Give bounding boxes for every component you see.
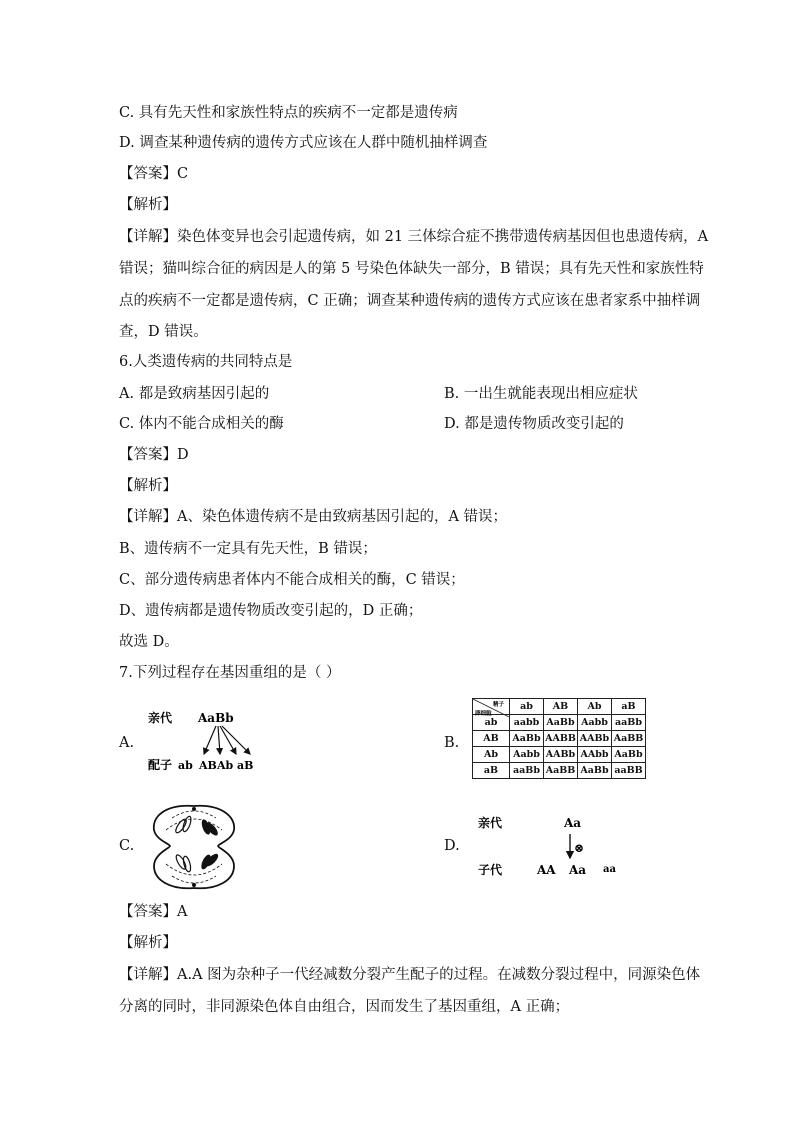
fig-a-gamete: AB: [199, 759, 217, 772]
punnett-col-header: ab: [510, 699, 544, 715]
punnett-cell: Aabb: [510, 747, 544, 763]
punnett-col-header: AB: [544, 699, 578, 715]
punnett-cell: AaBB: [544, 763, 578, 779]
q5-detail-line: 点的疾病不一定都是遗传病，C 正确；调查某种遗传病的遗传方式应该在患者家系中抽样调: [119, 293, 701, 309]
punnett-col-header: aB: [612, 699, 646, 715]
punnett-cell: AaBb: [510, 731, 544, 747]
punnett-cell: AaBB: [612, 731, 646, 747]
punnett-cell: AaBb: [544, 715, 578, 731]
punnett-row: [473, 731, 646, 747]
punnett-cell: aaBb: [510, 763, 544, 779]
q5-option-c: C. 具有先天性和家族性特点的疾病不一定都是遗传病: [119, 105, 458, 121]
fig-d-offspring: Aa: [569, 863, 587, 877]
arrow-icon: [204, 726, 216, 754]
q6-detail-line: 故选 D。: [119, 634, 179, 650]
diagonal-divider: [473, 699, 509, 717]
fig-d-offspring: aa: [603, 864, 616, 875]
punnett-cell: aaBb: [612, 715, 646, 731]
q5-detail-line: 【详解】染色体变异也会引起遗传病，如 21 三体综合症不携带遗传病基因但也患遗传病，A: [119, 229, 709, 245]
q7-option-d-label: D.: [444, 838, 460, 854]
fig-d-parent-label: 亲代: [478, 816, 503, 830]
q7-detail-line: 分离的同时，非同源染色体自由组合，因而发生了基因重组，A 正确；: [119, 999, 570, 1015]
punnett-cell: AABb: [578, 731, 612, 747]
q7-detail-line: 【详解】A.A 图为杂种子一代经减数分裂产生配子的过程。在减数分裂过程中，同源染色体: [119, 967, 701, 983]
punnett-header-row: [473, 699, 646, 715]
q7-stem: 7.下列过程存在基因重组的是（ ）: [119, 665, 341, 681]
fig-d-offspring: AA: [537, 863, 556, 877]
chromosome-icon: [181, 815, 192, 832]
punnett-corner-top: 精子: [493, 702, 505, 708]
punnett-row-header: aB: [473, 763, 510, 779]
arrow-icon: [220, 726, 236, 754]
punnett-cell: aaBB: [612, 763, 646, 779]
q7-analysis-heading: 【解析】: [119, 935, 177, 951]
punnett-cell: AABB: [544, 731, 578, 747]
q7-option-a-label: A.: [119, 735, 135, 751]
arrow-icon: [222, 726, 250, 754]
q5-option-d: D. 调查某种遗传病的遗传方式应该在人群中随机抽样调查: [119, 135, 488, 151]
q7-option-b-label: B.: [444, 735, 460, 751]
q6-option-a: A. 都是致病基因引起的: [119, 386, 270, 402]
centrosome-icon: [192, 807, 196, 811]
q5-detail-line: 错误；猫叫综合征的病因是人的第 5 号染色体缺失一部分，B 错误；具有先天性和家族性特: [119, 261, 704, 277]
figure-d-selfing: [474, 808, 624, 884]
spindle-fiber: [172, 811, 216, 818]
figure-c-dividing-cell: [148, 800, 240, 892]
q6-detail-line: C、部分遗传病患者体内不能合成相关的酶，C 错误；: [119, 572, 465, 588]
q6-stem: 6.人类遗传病的共同特点是: [119, 354, 293, 370]
fig-a-gamete: Ab: [217, 759, 234, 772]
q6-detail-line: 【详解】A、染色体遗传病不是由致病基因引起的，A 错误；: [119, 509, 508, 525]
q6-answer: 【答案】D: [119, 447, 189, 463]
q6-detail-line: D、遗传病都是遗传物质改变引起的，D 正确；: [119, 603, 423, 619]
spindle-fiber: [172, 876, 216, 883]
q6-detail-line: B、遗传病不一定具有先天性，B 错误；: [119, 541, 377, 557]
q5-analysis-heading: 【解析】: [119, 197, 177, 213]
fig-d-parent-genotype: Aa: [564, 816, 582, 830]
figure-b-punnett-square: [472, 698, 646, 779]
fig-a-parent-genotype: AaBb: [198, 711, 234, 725]
selfing-symbol-icon: ⊗: [574, 841, 585, 855]
chromosome-icon: [182, 855, 192, 872]
q6-analysis-heading: 【解析】: [119, 478, 177, 494]
punnett-corner-cell: [473, 699, 510, 715]
fig-d-offspring-label: 子代: [478, 863, 503, 877]
punnett-row: [473, 747, 646, 763]
q6-option-d: D. 都是遗传物质改变引起的: [444, 416, 624, 432]
fig-a-gamete: ab: [178, 759, 193, 772]
cell-membrane-outline: [154, 806, 234, 888]
punnett-row-header: Ab: [473, 747, 510, 763]
q6-option-c: C. 体内不能合成相关的酶: [119, 416, 284, 432]
punnett-row-header: ab: [473, 715, 510, 731]
punnett-cell: AAbb: [578, 747, 612, 763]
fig-a-gamete: aB: [237, 759, 254, 772]
q6-option-b: B. 一出生就能表现出相应症状: [444, 386, 638, 402]
q5-detail-line: 查，D 错误。: [119, 324, 208, 340]
fig-a-parent-label: 亲代: [148, 711, 173, 725]
fig-a-gamete-label: 配子: [148, 758, 173, 772]
punnett-col-header: Ab: [578, 699, 612, 715]
punnett-corner-bottom: 卵细胞: [475, 711, 492, 717]
punnett-cell: AaBb: [578, 763, 612, 779]
punnett-cell: aabb: [510, 715, 544, 731]
figure-a-meiosis: [140, 708, 270, 778]
q5-answer: 【答案】C: [119, 166, 189, 182]
punnett-cell: AaBb: [612, 747, 646, 763]
q7-answer: 【答案】A: [119, 904, 188, 920]
punnett-row: [473, 763, 646, 779]
punnett-cell: Aabb: [578, 715, 612, 731]
centrosome-icon: [192, 883, 196, 887]
punnett-row-header: AB: [473, 731, 510, 747]
punnett-cell: AABb: [544, 747, 578, 763]
arrow-icon: [218, 726, 220, 754]
q7-option-c-label: C.: [119, 838, 135, 854]
spindle-fiber: [166, 864, 222, 875]
